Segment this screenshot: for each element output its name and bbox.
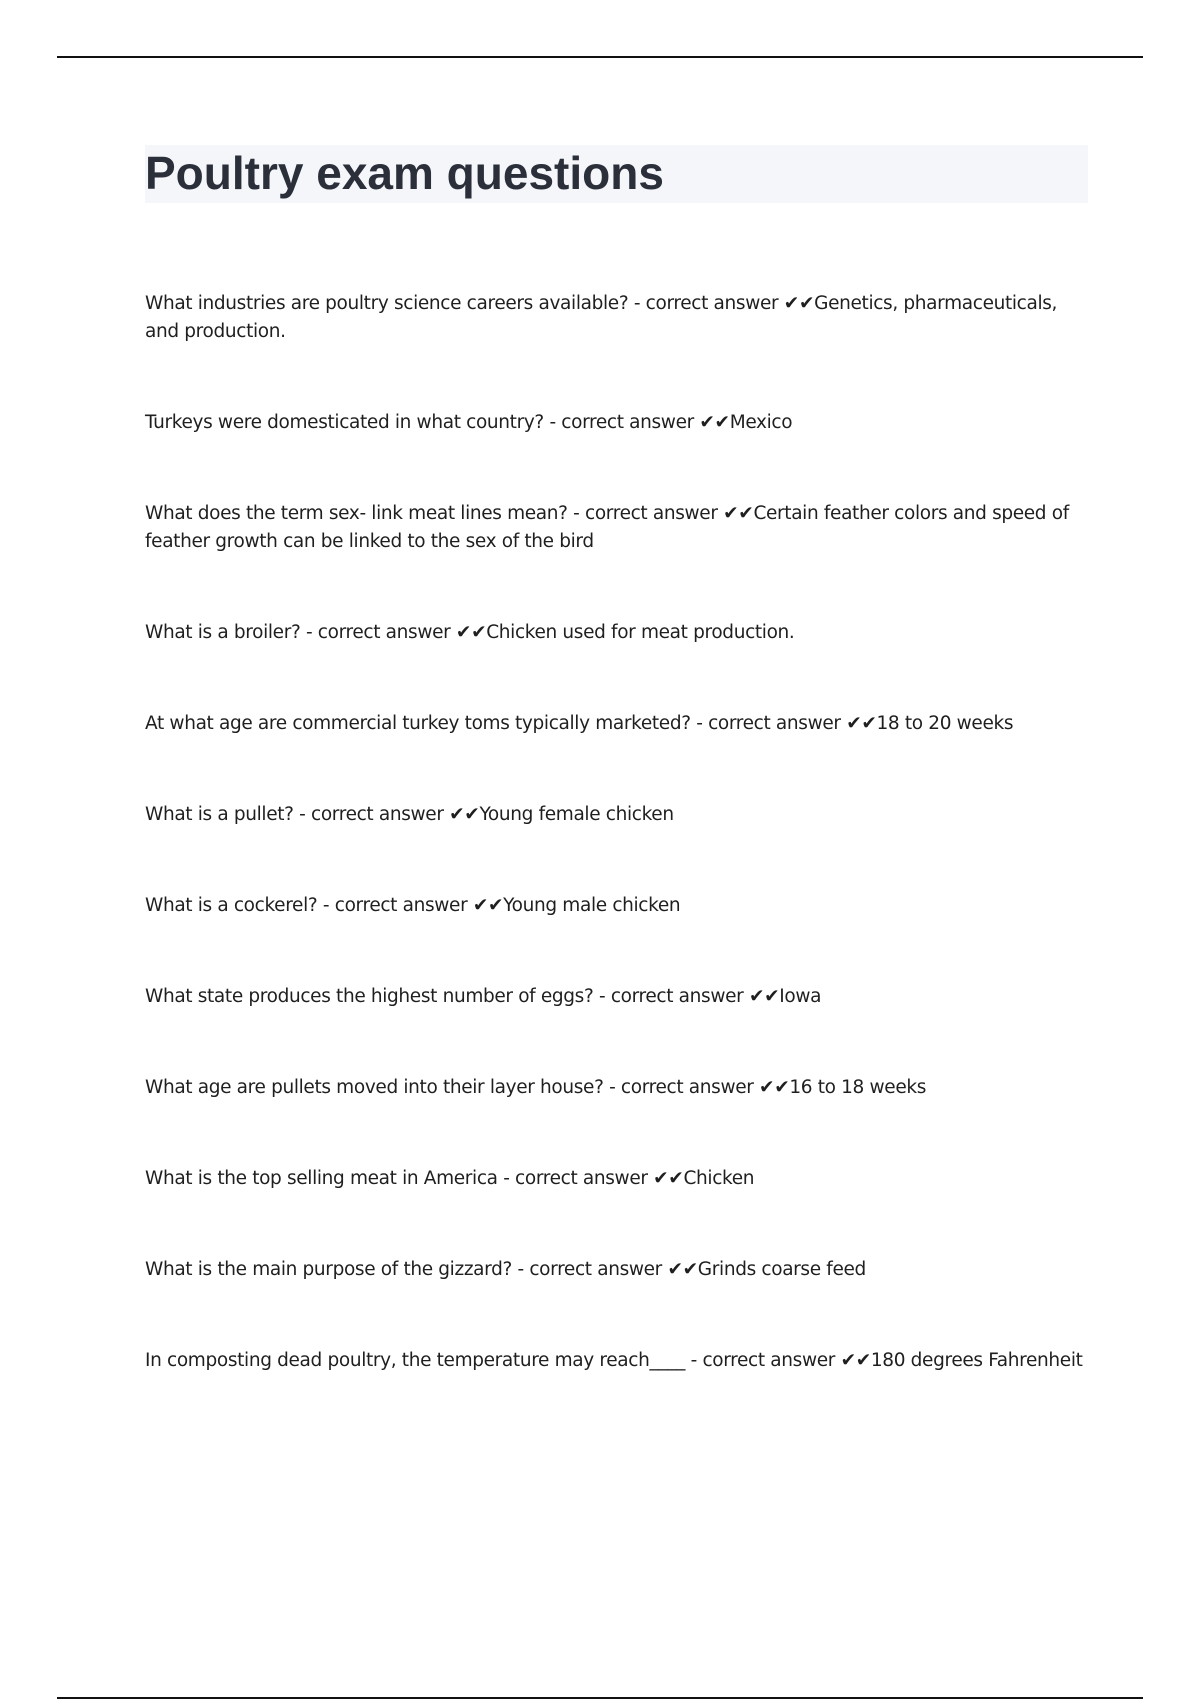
document-title: Poultry exam questions <box>145 147 664 199</box>
answer-prefix: - correct answer <box>696 713 841 734</box>
question-item <box>145 1165 1095 1193</box>
question-text: What does the term sex- link meat lines mean? <box>145 503 568 524</box>
answer-prefix: - correct answer <box>549 412 694 433</box>
question-text: What is the main purpose of the gizzard? <box>145 1259 512 1280</box>
check-icon: ✔✔ <box>748 986 780 1007</box>
answer-text: Chicken used for meat production. <box>486 622 795 643</box>
answer-text: Chicken <box>683 1168 755 1189</box>
answer-prefix: - correct answer <box>609 1077 754 1098</box>
question-item <box>145 1347 1095 1375</box>
question-item <box>145 409 1095 437</box>
answer-text: Genetics, pharmaceuticals, and production. <box>145 293 1058 342</box>
question-text: What is a cockerel? <box>145 895 318 916</box>
question-text: What industries are poultry science careers available? <box>145 293 629 314</box>
question-text: At what age are commercial turkey toms typically marketed? <box>145 713 691 734</box>
question-item <box>145 710 1095 738</box>
question-text: What is a broiler? <box>145 622 301 643</box>
answer-prefix: - correct answer <box>305 622 451 643</box>
question-text: Turkeys were domesticated in what country? <box>145 412 544 433</box>
answer-text: Young female chicken <box>479 804 674 825</box>
question-text: What is a pullet? <box>145 804 294 825</box>
answer-prefix: - correct answer <box>690 1350 836 1371</box>
check-icon: ✔✔ <box>653 1168 684 1189</box>
answer-prefix: - correct answer <box>573 503 718 524</box>
bottom-divider <box>57 1697 1143 1699</box>
answer-text: 16 to 18 weeks <box>789 1077 927 1098</box>
answer-text: 180 degrees Fahrenheit <box>870 1350 1083 1371</box>
check-icon: ✔✔ <box>472 895 504 916</box>
check-icon: ✔✔ <box>759 1077 790 1098</box>
question-item <box>145 983 1095 1011</box>
question-item <box>145 619 1095 647</box>
answer-text: 18 to 20 weeks <box>876 713 1014 734</box>
question-text: What is the top selling meat in America <box>145 1168 498 1189</box>
answer-prefix: - correct answer <box>299 804 444 825</box>
check-icon: ✔✔ <box>667 1259 698 1280</box>
question-item <box>145 290 1095 346</box>
check-icon: ✔✔ <box>723 503 754 524</box>
question-item <box>145 1074 1095 1102</box>
answer-text: Iowa <box>779 986 822 1007</box>
check-icon: ✔✔ <box>846 713 877 734</box>
check-icon: ✔✔ <box>455 622 487 643</box>
answer-prefix: - correct answer <box>503 1168 648 1189</box>
answer-text: Mexico <box>729 412 793 433</box>
answer-text: Certain feather colors and speed of feather growth can be linked to the sex of the bird <box>145 503 1069 552</box>
answer-prefix: - correct answer <box>598 986 744 1007</box>
question-text: In composting dead poultry, the temperature may reach____ <box>145 1350 686 1371</box>
question-item <box>145 1256 1095 1284</box>
answer-text: Young male chicken <box>503 895 681 916</box>
check-icon: ✔✔ <box>449 804 480 825</box>
question-item <box>145 801 1095 829</box>
check-icon: ✔✔ <box>783 293 815 314</box>
answer-prefix: - correct answer <box>517 1259 662 1280</box>
top-divider <box>57 56 1143 58</box>
question-text: What state produces the highest number of eggs? <box>145 986 594 1007</box>
question-item <box>145 892 1095 920</box>
check-icon: ✔✔ <box>699 412 730 433</box>
answer-prefix: - correct answer <box>322 895 468 916</box>
answer-text: Grinds coarse feed <box>697 1259 866 1280</box>
question-text: What age are pullets moved into their layer house? <box>145 1077 604 1098</box>
question-item <box>145 500 1095 556</box>
answer-prefix: - correct answer <box>633 293 779 314</box>
question-list <box>145 290 1095 1438</box>
check-icon: ✔✔ <box>840 1350 871 1371</box>
